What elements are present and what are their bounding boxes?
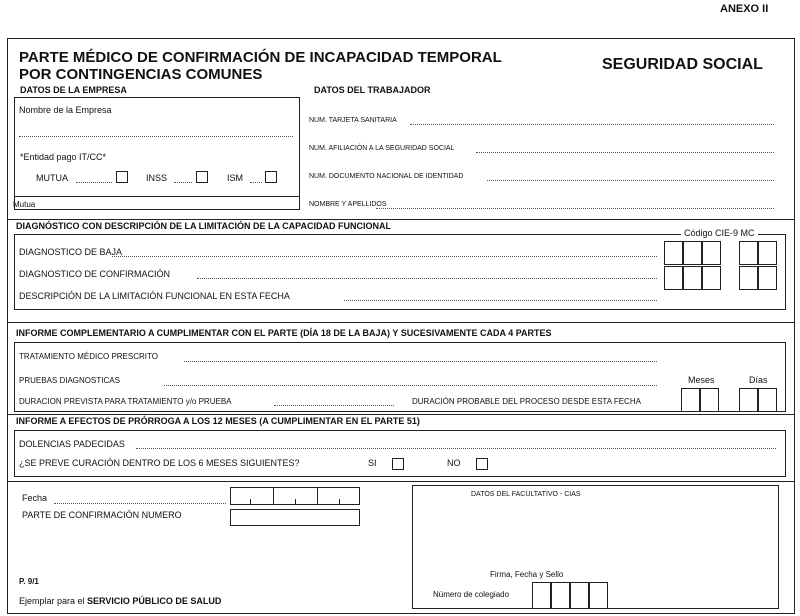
- diagnosis-heading: DIAGNÓSTICO CON DESCRIPCIÓN DE LA LIMITACIÓN DE LA CAPACIDAD FUNCIONAL: [16, 221, 391, 231]
- dolencias-label: DOLENCIAS PADECIDAS: [19, 439, 125, 449]
- question-label: ¿SE PREVE CURACIÓN DENTRO DE LOS 6 MESES SIGUIENTES?: [19, 458, 300, 468]
- fecha-label: Fecha: [22, 493, 48, 503]
- duracion-prueba-field[interactable]: [274, 405, 394, 406]
- section-divider: [7, 414, 795, 415]
- meses-label: Meses: [688, 375, 715, 385]
- mutua-checkbox[interactable]: [116, 171, 128, 183]
- diagnosis-descripcion-field[interactable]: [344, 300, 657, 301]
- option-inss-dots: [174, 182, 192, 183]
- section-divider: [7, 481, 795, 482]
- doctor-heading: DATOS DEL FACULTATIVO - CIAS: [471, 491, 581, 498]
- diagnosis-confirmacion-label: DIAGNOSTICO DE CONFIRMACIÓN: [19, 269, 171, 279]
- agency-label: SEGURIDAD SOCIAL: [602, 56, 763, 73]
- fecha-dots: [54, 503, 226, 504]
- pruebas-field[interactable]: [164, 385, 657, 386]
- code-cell[interactable]: [664, 266, 683, 290]
- diagnosis-baja-label: DIAGNOSTICO DE BAJA: [19, 247, 123, 257]
- code-cell[interactable]: [683, 266, 702, 290]
- company-name-label: Nombre de la Empresa: [19, 105, 112, 115]
- complementary-heading-b: PARTE (DÍA 18 DE LA BAJA) Y SUCESIVAMENTE CADA 4 PARTES: [267, 328, 552, 338]
- page-code: P. 9/1: [19, 577, 39, 586]
- worker-field-label: NUM. AFILIACIÓN A LA SEGURIDAD SOCIAL: [309, 145, 455, 152]
- code-cell[interactable]: [664, 241, 683, 265]
- code-cell[interactable]: [739, 241, 758, 265]
- annex-label: ANEXO II: [720, 3, 769, 15]
- dni-field[interactable]: [487, 180, 774, 181]
- option-ism-label: ISM: [227, 173, 244, 183]
- months-cell[interactable]: [681, 388, 700, 412]
- fecha-divider: [273, 487, 274, 505]
- si-label: SI: [368, 458, 377, 468]
- no-checkbox[interactable]: [476, 458, 488, 470]
- code-cell[interactable]: [683, 241, 702, 265]
- worker-field-label: NUM. DOCUMENTO NACIONAL DE IDENTIDAD: [309, 173, 464, 180]
- duracion-proceso-label: DURACIÓN PROBABLE DEL PROCESO DESDE ESTA FECHA: [412, 397, 641, 406]
- option-inss-label: INSS: [146, 173, 168, 183]
- code-cell[interactable]: [702, 266, 721, 290]
- section-divider: [7, 322, 795, 323]
- nombre-apellidos-field[interactable]: [376, 208, 774, 209]
- tratamiento-field[interactable]: [184, 361, 657, 362]
- section-divider: [7, 219, 795, 220]
- diagnosis-confirmacion-field[interactable]: [197, 278, 657, 279]
- ism-checkbox[interactable]: [265, 171, 277, 183]
- parte-numero-field[interactable]: [230, 509, 360, 526]
- colegiado-cell[interactable]: [551, 582, 570, 609]
- cie9-code-label: Código CIE-9 MC: [681, 229, 758, 238]
- form-title-line2: POR CONTINGENCIAS COMUNES: [19, 66, 263, 83]
- code-cell[interactable]: [739, 266, 758, 290]
- firma-label: Firma, Fecha y Sello: [490, 570, 564, 579]
- dias-label: Días: [749, 375, 768, 385]
- days-cell[interactable]: [739, 388, 758, 412]
- ejemplar-label: [19, 597, 221, 606]
- fecha-tick: [339, 499, 341, 505]
- worker-field-label: NUM. TARJETA SANITARIA: [309, 117, 397, 124]
- dolencias-field[interactable]: [136, 448, 776, 449]
- option-ism-dots: [250, 182, 262, 183]
- no-label: NO: [447, 458, 461, 468]
- colegiado-label: Número de colegiado: [433, 590, 510, 599]
- tarjeta-sanitaria-field[interactable]: [410, 124, 774, 125]
- servicio-text: SERVICIO PÚBLICO DE SALUD: [87, 596, 222, 606]
- colegiado-cell[interactable]: [532, 582, 551, 609]
- colegiado-cell[interactable]: [589, 582, 608, 609]
- fecha-tick: [250, 499, 252, 505]
- months-cell[interactable]: [700, 388, 719, 412]
- diagnosis-baja-field[interactable]: [112, 256, 657, 257]
- worker-field-label: NOMBRE Y APELLIDOS: [309, 201, 387, 208]
- si-checkbox[interactable]: [392, 458, 404, 470]
- fecha-tick: [295, 499, 297, 505]
- complementary-heading-a: INFORME COMPLEMENTARIO A CUMPLIMENTAR CON EL: [16, 328, 266, 338]
- code-cell[interactable]: [702, 241, 721, 265]
- pruebas-label: PRUEBAS DIAGNOSTICAS: [19, 376, 120, 385]
- colegiado-cell[interactable]: [570, 582, 589, 609]
- company-name-line[interactable]: [19, 136, 293, 137]
- mutua-divider: [14, 196, 300, 197]
- option-mutua-dots: [76, 182, 112, 183]
- complementary-heading: [16, 329, 552, 338]
- mutua-label: Mutua: [13, 200, 36, 209]
- diagnosis-descripcion-label: DESCRIPCIÓN DE LA LIMITACIÓN FUNCIONAL EN ESTA FECHA: [19, 291, 290, 301]
- option-mutua-label: MUTUA: [36, 173, 68, 183]
- company-heading: DATOS DE LA EMPRESA: [20, 85, 127, 95]
- code-cell[interactable]: [758, 266, 777, 290]
- tratamiento-label: TRATAMIENTO MÉDICO PRESCRITO: [19, 352, 158, 361]
- extension-heading: INFORME A EFECTOS DE PRÓRROGA A LOS 12 MESES (A CUMPLIMENTAR EN EL PARTE 51): [16, 416, 420, 426]
- form-title-line1: PARTE MÉDICO DE CONFIRMACIÓN DE INCAPACIDAD TEMPORAL: [19, 49, 502, 66]
- fecha-divider: [317, 487, 318, 505]
- afiliacion-field[interactable]: [476, 152, 774, 153]
- code-cell[interactable]: [758, 241, 777, 265]
- inss-checkbox[interactable]: [196, 171, 208, 183]
- duracion-prueba-label: DURACION PREVISTA PARA TRATAMIENTO y/o PRUEBA: [19, 397, 232, 406]
- parte-numero-label: PARTE DE CONFIRMACIÓN NUMERO: [22, 510, 182, 520]
- ejemplar-text: Ejemplar para el: [19, 596, 85, 606]
- worker-heading: DATOS DEL TRABAJADOR: [314, 85, 431, 95]
- entity-label: *Entidad pago IT/CC*: [20, 152, 107, 162]
- days-cell[interactable]: [758, 388, 777, 412]
